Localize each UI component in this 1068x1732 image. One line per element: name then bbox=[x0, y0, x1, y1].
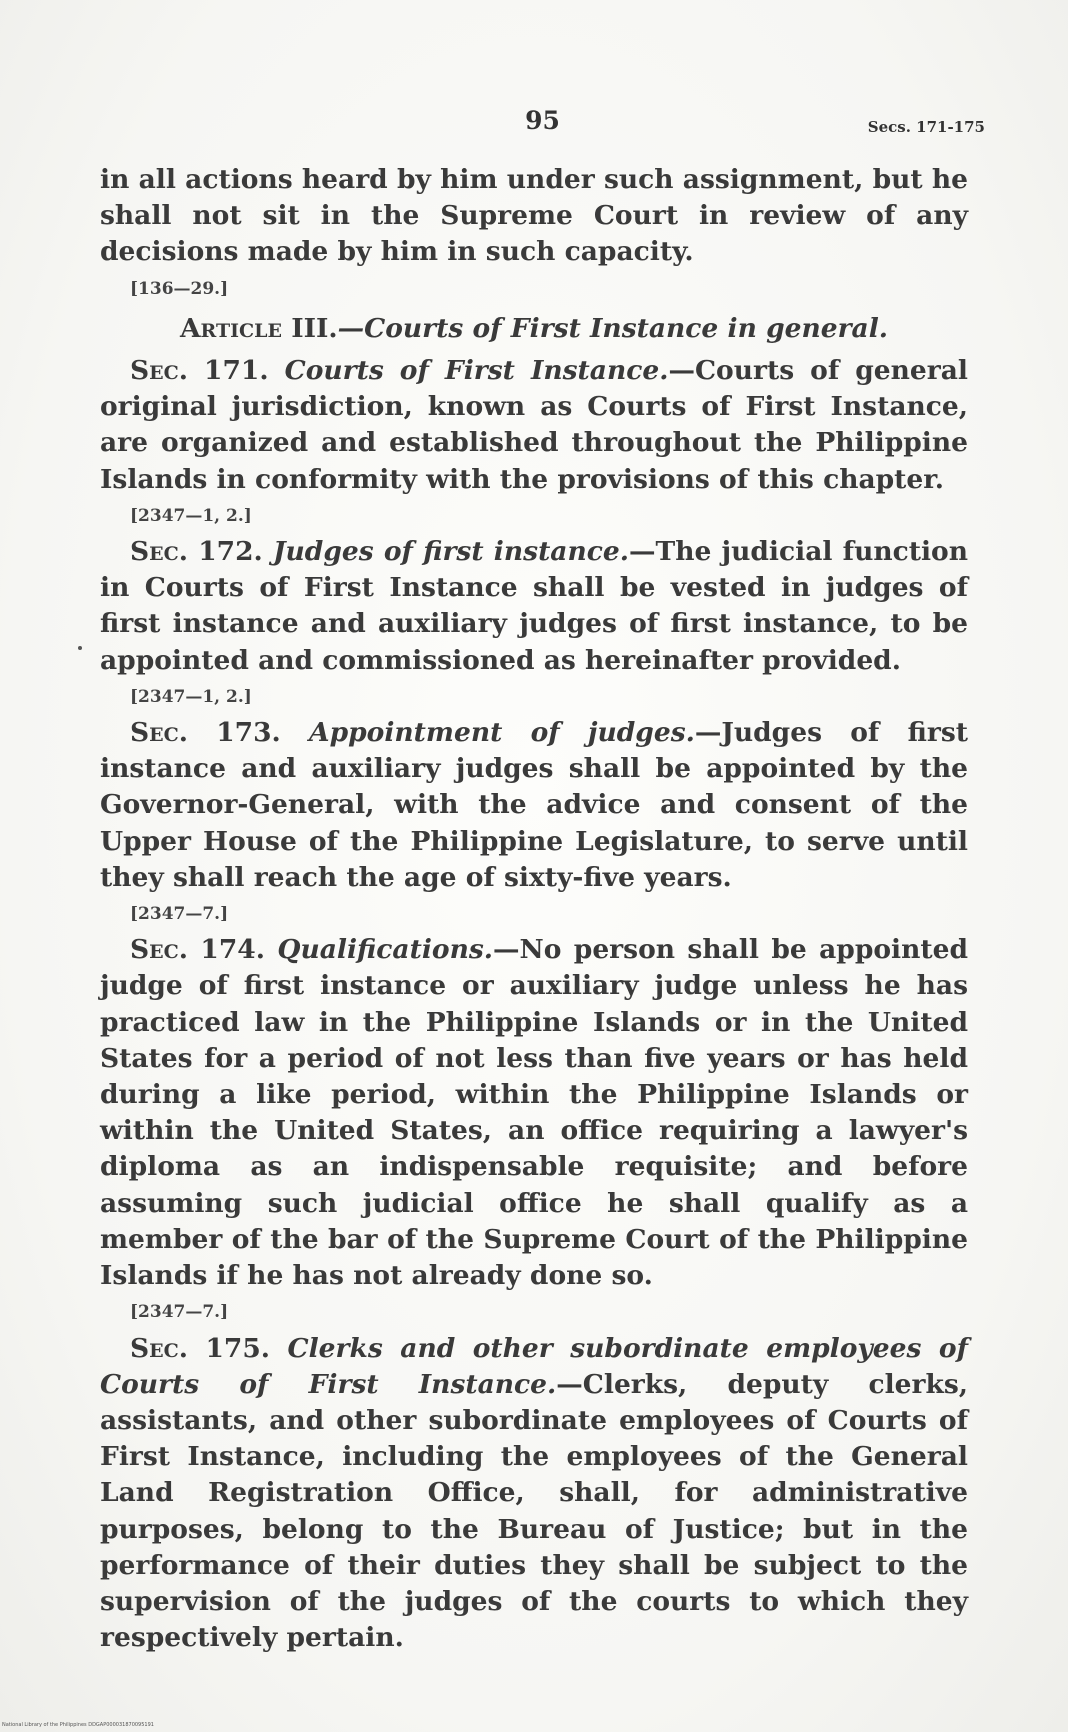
continuation-citation: [136—29.] bbox=[130, 278, 229, 299]
section-label: Sec. 174. bbox=[130, 934, 265, 966]
page-body bbox=[100, 162, 968, 1656]
section-173-citation: [2347—7.] bbox=[130, 904, 229, 925]
section-171 bbox=[100, 353, 968, 498]
section-text: —No person shall be appointed judge of first instance or auxiliary judge unless he has practiced law in the Philippine Islands or in the United States for a period of not less than five years or has held during a like period, within the Philippine Islands or within the United States, an office requiring a lawyer's diploma as an indispensable requisite; and before assuming such judicial office he shall qualify as a member of the bar of the Supreme Court of the Philippine Islands if he has not already done so. bbox=[100, 934, 968, 1292]
article-label: Article III. bbox=[179, 312, 338, 344]
section-title: Courts of First Instance. bbox=[284, 355, 669, 387]
scan-credit: National Library of the Philippines DDGAP000031870095191 bbox=[2, 1722, 154, 1728]
page-number: 95 bbox=[525, 106, 560, 135]
section-174-citation: [2347—7.] bbox=[130, 1302, 229, 1323]
section-label: Sec. 172. bbox=[130, 536, 263, 568]
section-title: Judges of first instance. bbox=[273, 536, 629, 568]
section-text: —Judges of first instance and auxiliary judges shall be appointed by the Governor-General, with the advice and consent of the Upper House of the Philippine Legislature, to serve until they shall reach the age of sixty-five years. bbox=[100, 717, 968, 893]
section-label: Sec. 171. bbox=[130, 355, 269, 387]
section-text: —The judicial function in Courts of First Instance shall be vested in judges of first instance and auxiliary judges of first instance, to be appointed and commissioned as hereinafter provided. bbox=[100, 536, 968, 676]
section-174 bbox=[100, 932, 968, 1294]
page-header bbox=[100, 104, 985, 144]
section-range: Secs. 171-175 bbox=[867, 118, 985, 136]
section-title: Qualifications. bbox=[277, 934, 493, 966]
section-text: —Courts of general original jurisdiction, known as Courts of First Instance, are organized and established throughout the Philippine Islands in conformity with the provisions of this chapter. bbox=[100, 355, 968, 495]
section-172-citation: [2347—1, 2.] bbox=[130, 686, 252, 707]
continuation-paragraph: in all actions heard by him under such assignment, but he shall not sit in the Supreme Court in review of any decisions made by him in such capacity. bbox=[100, 164, 968, 268]
section-title: Clerks and other subordinate employees of Courts of First Instance. bbox=[100, 1332, 968, 1400]
article-heading bbox=[100, 311, 968, 347]
section-172 bbox=[100, 534, 968, 679]
section-label: Sec. 175. bbox=[130, 1332, 271, 1364]
article-title: —Courts of First Instance in general. bbox=[337, 312, 889, 344]
section-title: Appointment of judges. bbox=[309, 717, 695, 749]
section-text: —Clerks, deputy clerks, assistants, and other subordinate employees of Courts of First Instance, including the employees of the General Land Registration Office, shall, for administrative purposes, belong to the Bureau of Justice; but in the performance of their duties they shall be subject to the supervision of the judges of the courts to which they respectively pertain. bbox=[100, 1368, 968, 1654]
section-173 bbox=[100, 715, 968, 896]
section-label: Sec. 173. bbox=[130, 717, 281, 749]
margin-mark bbox=[78, 646, 82, 650]
section-171-citation: [2347—1, 2.] bbox=[130, 505, 252, 526]
section-175 bbox=[100, 1331, 968, 1657]
